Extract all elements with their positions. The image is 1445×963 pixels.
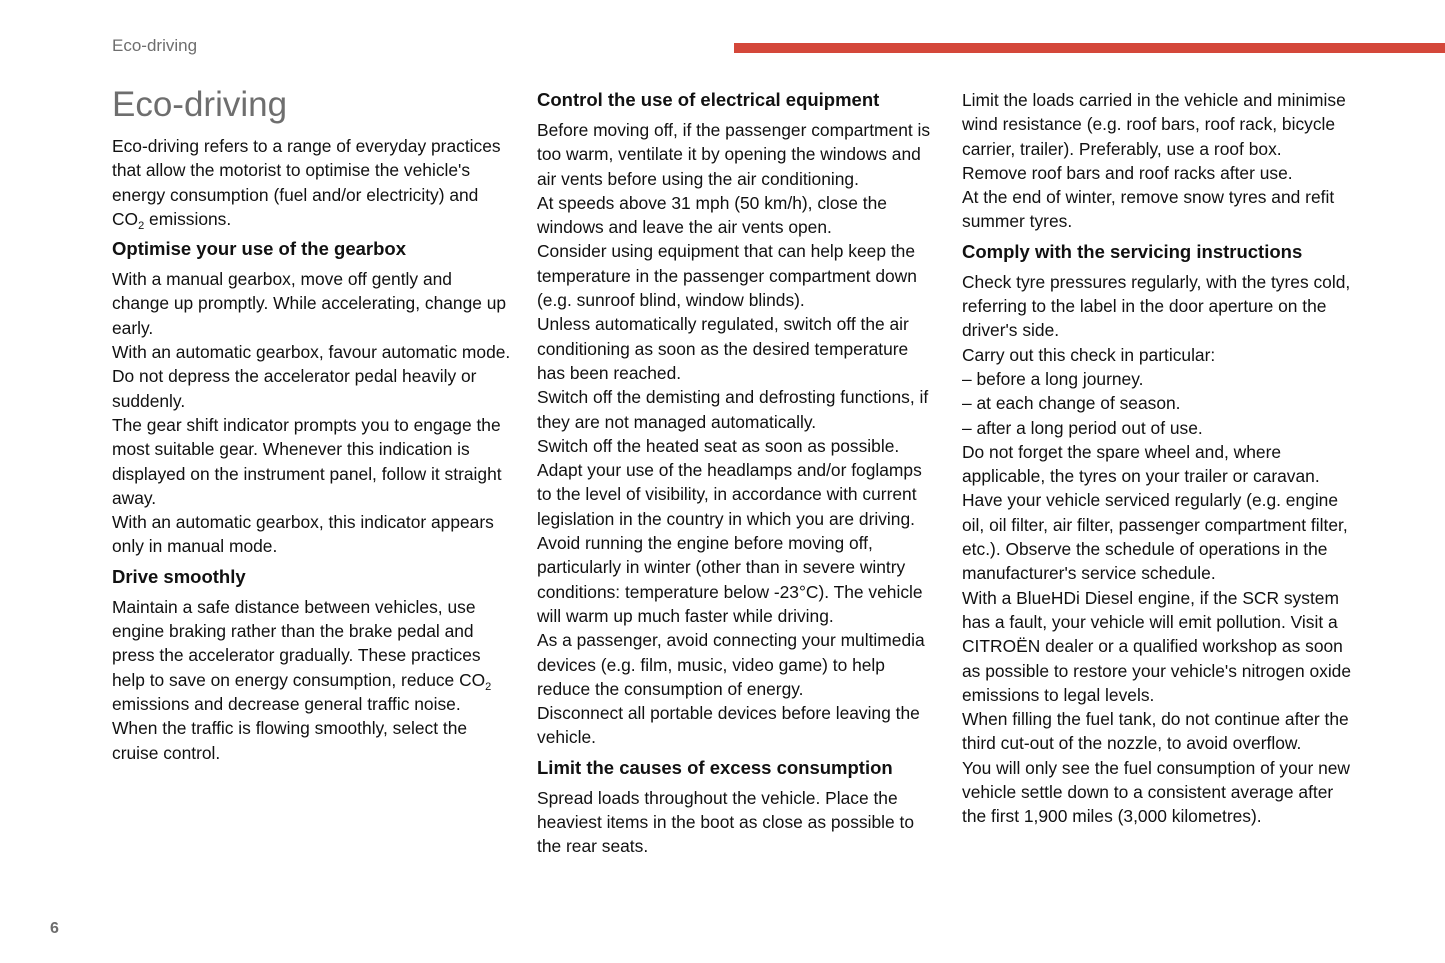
- page-number: 6: [50, 920, 59, 937]
- list-item: – at each change of season.: [962, 393, 1181, 414]
- section-servicing: [962, 270, 1362, 829]
- section-drive-smoothly: [112, 595, 512, 765]
- paragraph: Avoid running the engine before moving off, particularly in winter (other than in severe wintry conditions: temperature below -23°C). The vehicle will warm up much faster while driving.: [537, 533, 923, 626]
- paragraph: At speeds above 31 mph (50 km/h), close the windows and leave the air vents open.: [537, 192, 887, 238]
- section-heading-drive-smoothly: Drive smoothly: [112, 565, 246, 587]
- paragraph: Before moving off, if the passenger compartment is too warm, ventilate it by opening the windows and air vents before using the air conditioning.: [537, 120, 931, 189]
- intro-text-end: emissions.: [144, 208, 232, 229]
- paragraph: Switch off the heated seat as soon as possible.: [537, 435, 900, 456]
- intro-paragraph: [112, 134, 512, 231]
- section-heading-electrical: Control the use of electrical equipment: [537, 89, 880, 110]
- text: emissions and decrease general traffic noise.: [112, 693, 461, 714]
- paragraph: Consider using equipment that can help keep the temperature in the passenger compartment down (e.g. sunroof blind, window blinds).: [537, 241, 917, 311]
- paragraph: Disconnect all portable devices before leaving the vehicle.: [537, 703, 920, 748]
- section-heading-gearbox: Optimise your use of the gearbox: [112, 238, 407, 260]
- paragraph: With an automatic gearbox, this indicator appears only in manual mode.: [112, 512, 494, 557]
- paragraph: When filling the fuel tank, do not continue after the third cut-out of the nozzle, to avoid overflow.: [962, 709, 1349, 754]
- paragraph: Unless automatically regulated, switch off the air conditioning as soon as the desired temperature has been reached.: [537, 314, 909, 383]
- paragraph: With a manual gearbox, move off gently and change up promptly. While accelerating, change up early.: [112, 269, 507, 338]
- paragraph: When the traffic is flowing smoothly, select the cruise control.: [112, 718, 468, 763]
- section-excess-consumption: [537, 786, 937, 859]
- section-heading-excess-consumption: Limit the causes of excess consumption: [537, 756, 893, 778]
- list-item: – before a long journey.: [962, 368, 1144, 389]
- paragraph: Switch off the demisting and defrosting functions, if they are not managed automatically.: [537, 387, 929, 432]
- paragraph: The gear shift indicator prompts you to engage the most suitable gear. Whenever this indication is displayed on the instrument panel, follow it straight away.: [112, 414, 502, 508]
- paragraph: Adapt your use of the headlamps and/or foglamps to the level of visibility, in accordance with current legislation in the country in which you are driving.: [537, 460, 922, 529]
- column-2: [537, 88, 937, 865]
- page-title: Eco-driving: [112, 85, 288, 124]
- text: Maintain a safe distance between vehicles, use engine braking rather than the brake pedal and press the accelerator gradually. These practices help to save on energy consumption, reduce: [112, 596, 481, 690]
- paragraph: Have your vehicle serviced regularly (e.g. engine oil, oil filter, air filter, passenger compartment filter, etc.). Observe the schedule of operations in the manufacturer's service schedule.: [962, 490, 1348, 584]
- paragraph: Carry out this check in particular:: [962, 344, 1216, 365]
- paragraph: Do not forget the spare wheel and, where applicable, the tyres on your trailer or caravan.: [962, 441, 1320, 487]
- column-1: [112, 85, 512, 771]
- paragraph: With a BlueHDi Diesel engine, if the SCR system has a fault, your vehicle will emit pollution. Visit a CITROËN dealer or a qualified workshop as soon as possible to restore your vehicle's nitrogen oxide emissions to legal levels.: [962, 587, 1352, 705]
- section-electrical: [537, 118, 937, 750]
- subscript: 2: [138, 219, 145, 232]
- section-heading-servicing: Comply with the servicing instructions: [962, 240, 1303, 262]
- column-3: [962, 88, 1362, 835]
- subscript: 2: [485, 680, 492, 693]
- paragraph: [112, 595, 512, 716]
- paragraph: Remove roof bars and roof racks after use.: [962, 162, 1293, 183]
- paragraph: At the end of winter, remove snow tyres and refit summer tyres.: [962, 187, 1335, 232]
- paragraph: Limit the loads carried in the vehicle and minimise wind resistance (e.g. roof bars, roof rack, bicycle carrier, trailer). Preferably, use a roof box.: [962, 90, 1346, 159]
- section-gearbox: [112, 267, 512, 559]
- loads-paragraphs: [962, 88, 1362, 234]
- intro-text: Eco-driving refers to a range of everyday practices that allow the motorist to optimise the vehicle's energy consumption (fuel and/or electricity) and CO: [112, 136, 501, 229]
- text: CO: [459, 669, 486, 690]
- running-header-title: Eco-driving: [112, 36, 198, 55]
- paragraph: With an automatic gearbox, favour automatic mode. Do not depress the accelerator pedal heavily or suddenly.: [112, 342, 511, 411]
- paragraph: You will only see the fuel consumption of your new vehicle settle down to a consistent average after the first 1,900 miles (3,000 kilometres).: [962, 757, 1350, 827]
- paragraph: Spread loads throughout the vehicle. Place the heaviest items in the boot as close as possible to the rear seats.: [537, 787, 915, 857]
- paragraph: As a passenger, avoid connecting your multimedia devices (e.g. film, music, video game) to help reduce the consumption of energy.: [537, 630, 925, 699]
- paragraph: Check tyre pressures regularly, with the tyres cold, referring to the label in the door aperture on the driver's side.: [962, 271, 1351, 341]
- list-item: – after a long period out of use.: [962, 417, 1203, 438]
- header-accent-bar: [734, 43, 1445, 53]
